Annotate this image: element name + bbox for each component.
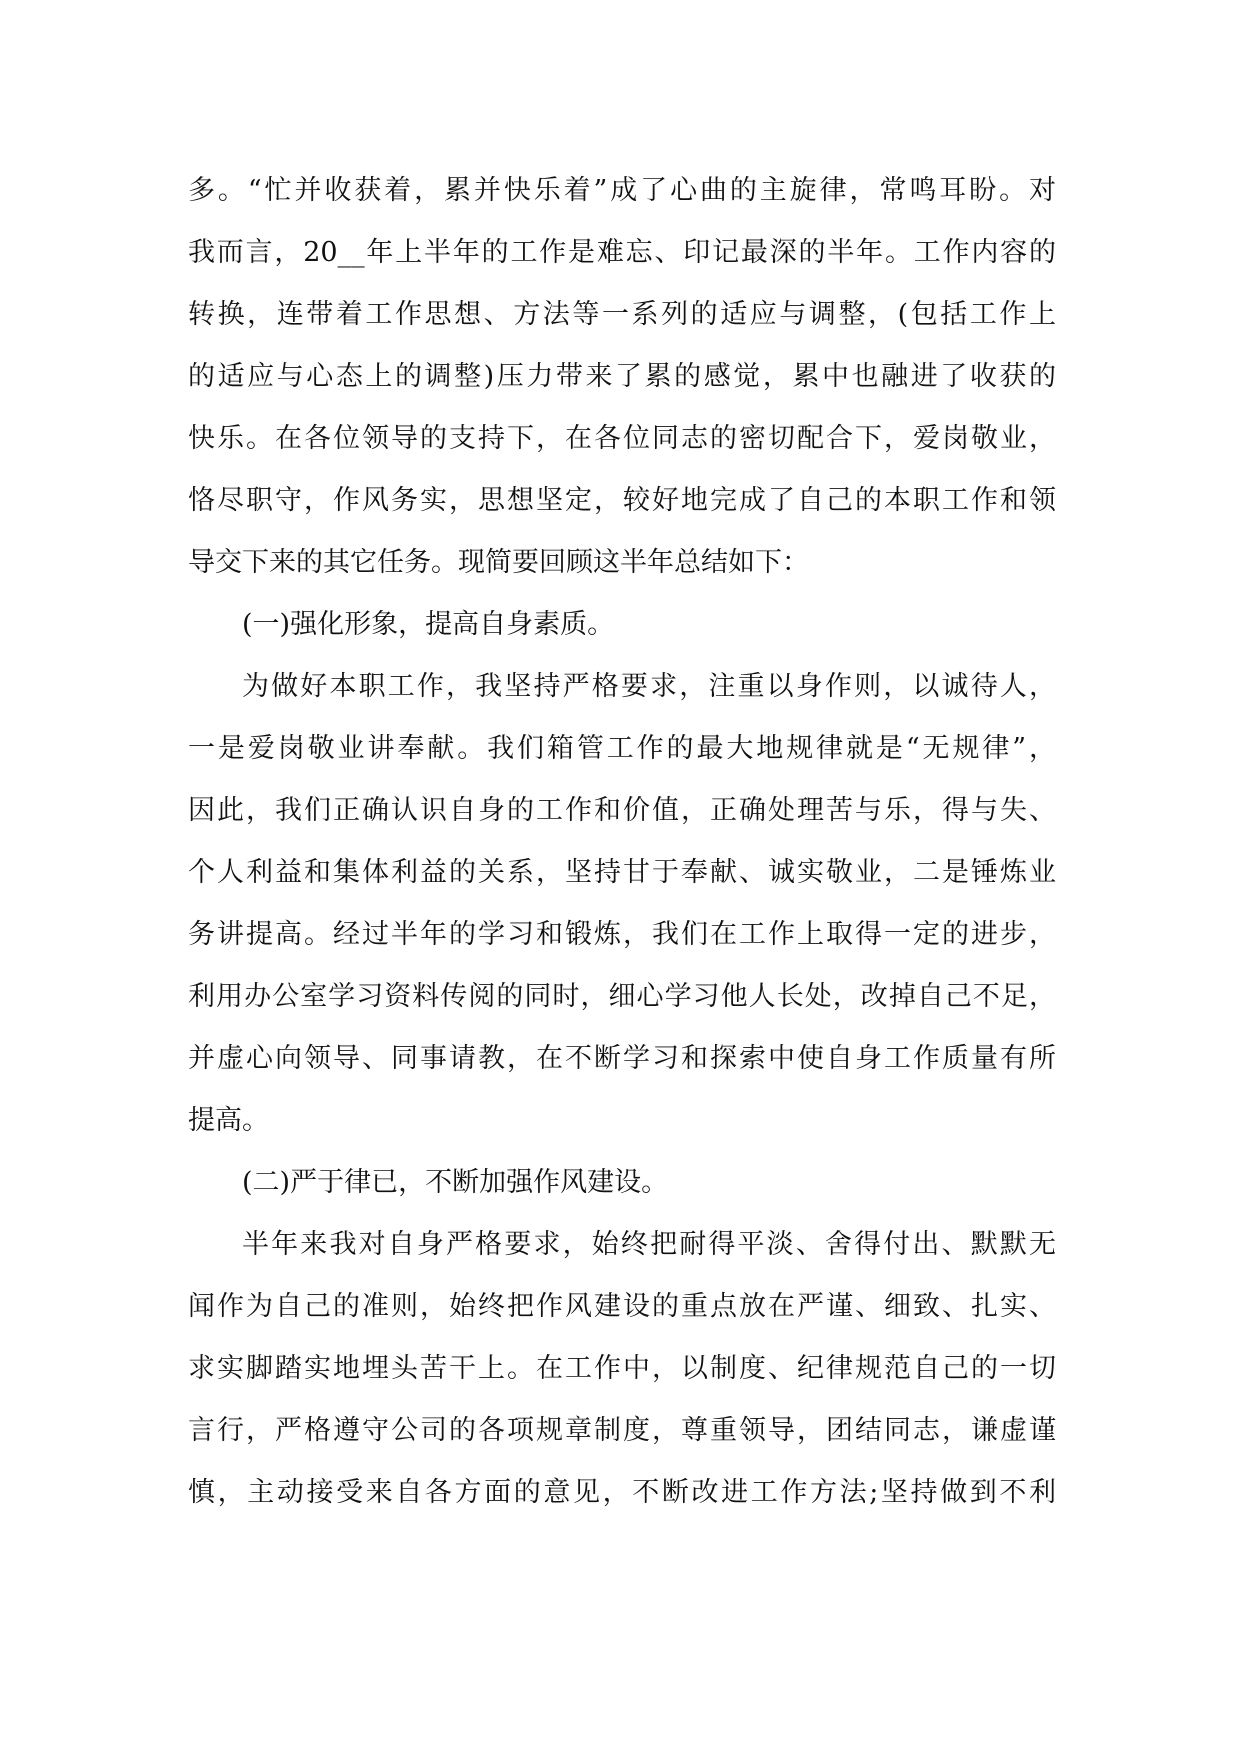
text-line: 的适应与心态上的调整)压力带来了累的感觉，累中也融进了收获的 xyxy=(188,361,1056,392)
text-line: 我而言，20__年上半年的工作是难忘、印记最深的半年。工作内容的 xyxy=(188,237,1056,268)
text-line: 半年来我对自身严格要求，始终把耐得平淡、舍得付出、默默无 xyxy=(242,1229,1056,1260)
text-line: 多。“忙并收获着，累并快乐着”成了心曲的主旋律，常鸣耳盼。对 xyxy=(188,175,1056,206)
text-line: 导交下来的其它任务。现简要回顾这半年总结如下： xyxy=(188,547,809,578)
text-line: 为做好本职工作，我坚持严格要求，注重以身作则，以诚待人， xyxy=(242,671,1056,702)
text-line: 并虚心向领导、同事请教，在不断学习和探索中使自身工作质量有所 xyxy=(188,1043,1056,1074)
text-line: 求实脚踏实地埋头苦干上。在工作中，以制度、纪律规范自己的一切 xyxy=(188,1353,1056,1384)
text-line: 快乐。在各位领导的支持下，在各位同志的密切配合下，爱岗敬业， xyxy=(188,423,1056,454)
text-line: 转换，连带着工作思想、方法等一系列的适应与调整，(包括工作上 xyxy=(188,299,1056,330)
text-line: 利用办公室学习资料传阅的同时，细心学习他人长处，改掉自己不足， xyxy=(188,981,1056,1012)
text-line: 个人利益和集体利益的关系，坚持甘于奉献、诚实敬业，二是锤炼业 xyxy=(188,857,1056,888)
text-line: 务讲提高。经过半年的学习和锻炼，我们在工作上取得一定的进步， xyxy=(188,919,1056,950)
text-line: (二)严于律已，不断加强作风建设。 xyxy=(242,1167,669,1198)
text-line: 因此，我们正确认识自身的工作和价值，正确处理苦与乐，得与失、 xyxy=(188,795,1056,826)
text-line: 闻作为自己的准则，始终把作风建设的重点放在严谨、细致、扎实、 xyxy=(188,1291,1056,1322)
text-line: 慎，主动接受来自各方面的意见，不断改进工作方法;坚持做到不利 xyxy=(188,1477,1056,1508)
text-line: 言行，严格遵守公司的各项规章制度，尊重领导，团结同志，谦虚谨 xyxy=(188,1415,1056,1446)
text-line: 恪尽职守，作风务实，思想坚定，较好地完成了自己的本职工作和领 xyxy=(188,485,1056,516)
document-body xyxy=(188,160,1056,1524)
text-line: 一是爱岗敬业讲奉献。我们箱管工作的最大地规律就是“无规律”， xyxy=(188,733,1056,764)
text-line: 提高。 xyxy=(188,1105,269,1136)
text-line: (一)强化形象，提高自身素质。 xyxy=(242,609,615,640)
